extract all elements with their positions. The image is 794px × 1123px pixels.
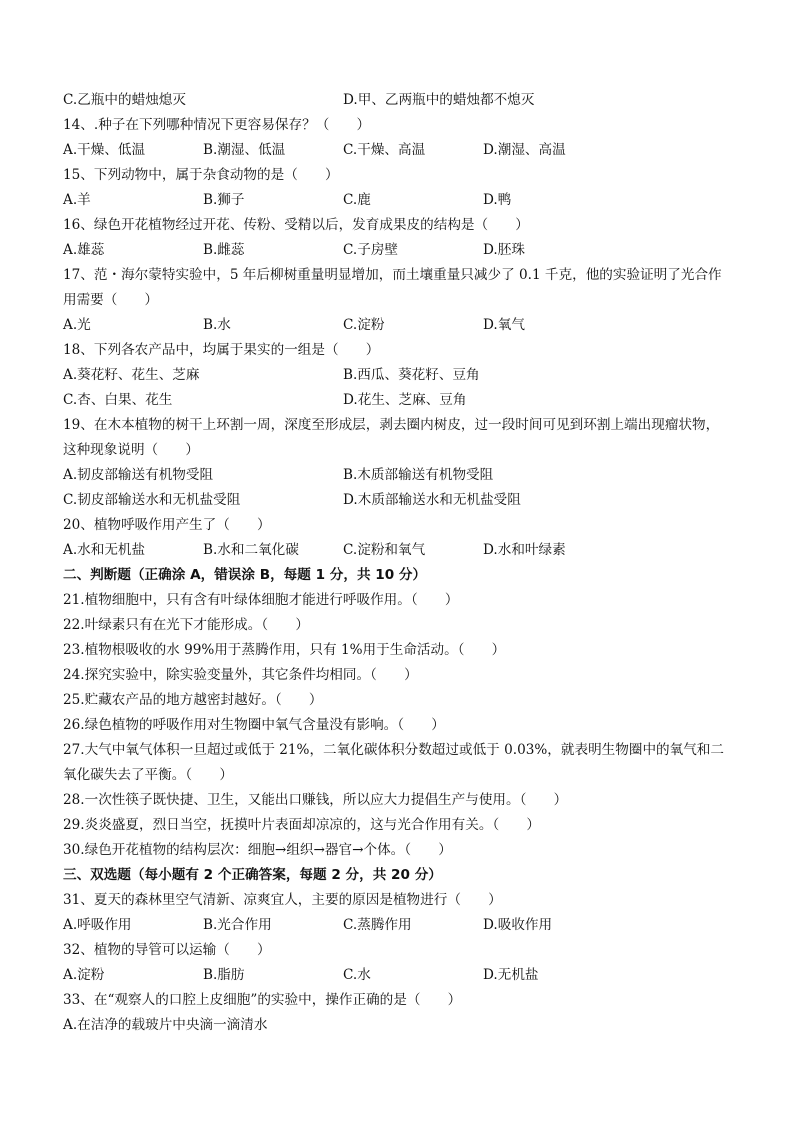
judge-item-29: 29.炎炎盛夏，烈日当空，抚摸叶片表面却凉凉的，这与光合作用有关。（ ） (63, 817, 541, 833)
q19-option-d: D.木质部输送水和无机盐受阻 (343, 492, 521, 508)
q17-option-b: B.水 (203, 317, 231, 333)
q14-option-d: D.潮湿、高温 (483, 142, 566, 158)
q18-option-a: A.葵花籽、花生、芝麻 (63, 367, 200, 383)
judge-item-26: 26.绿色植物的呼吸作用对生物圈中氧气含量没有影响。（ ） (63, 717, 445, 733)
q32-option-d: D.无机盐 (483, 967, 539, 983)
judge-item-27-line1: 27.大气中氧气体积一旦超过或低于 21%，二氧化碳体积分数超过或低于 0.03%，就表明生物圈中的氧气和二 (63, 742, 724, 758)
q31-option-a: A.呼吸作用 (63, 917, 132, 933)
judge-item-21: 21.植物细胞中，只有含有叶绿体细胞才能进行呼吸作用。（ ） (63, 592, 459, 608)
q32-option-b: B.脂肪 (203, 967, 245, 983)
judge-item-28: 28.一次性筷子既快捷、卫生，又能出口赚钱，所以应大力提倡生产与使用。（ ） (63, 792, 568, 808)
section-3-heading: 三、双选题（每小题有 2 个正确答案，每题 2 分，共 20 分） (63, 867, 442, 883)
q20-option-d: D.水和叶绿素 (483, 542, 566, 558)
q14-option-a: A.干燥、低温 (63, 142, 146, 158)
q15-option-c: C.鹿 (343, 192, 371, 208)
section-2-heading: 二、判断题（正确涂 A，错误涂 B，每题 1 分，共 10 分） (63, 567, 427, 583)
judge-item-25: 25.贮藏农产品的地方越密封越好。（ ） (63, 692, 323, 708)
q16-option-b: B.雌蕊 (203, 242, 245, 258)
q20-option-a: A.水和无机盐 (63, 542, 146, 558)
q13-option-c: C.乙瓶中的蜡烛熄灭 (63, 92, 186, 108)
q32-option-a: A.淀粉 (63, 967, 105, 983)
q13-option-d: D.甲、乙两瓶中的蜡烛都不熄灭 (343, 92, 535, 108)
judge-item-22: 22.叶绿素只有在光下才能形成。（ ） (63, 617, 309, 633)
judge-item-27-line2: 氧化碳失去了平衡。（ ） (63, 767, 233, 783)
q15-option-b: B.狮子 (203, 192, 245, 208)
q19-stem-line2: 这种现象说明（ ） (63, 442, 199, 458)
q20-option-b: B.水和二氧化碳 (203, 542, 299, 558)
q20-stem: 20、植物呼吸作用产生了（ ） (63, 517, 271, 533)
judge-item-30: 30.绿色开花植物的结构层次：细胞→组织→器官→个体。（ ） (63, 842, 452, 858)
q15-option-d: D.鸭 (483, 192, 512, 208)
q15-option-a: A.羊 (63, 192, 91, 208)
q32-option-c: C.水 (343, 967, 371, 983)
q31-option-b: B.光合作用 (203, 917, 272, 933)
q18-option-b: B.西瓜、葵花籽、豆角 (343, 367, 480, 383)
q17-option-c: C.淀粉 (343, 317, 385, 333)
q17-option-d: D.氧气 (483, 317, 525, 333)
q15-stem: 15、下列动物中，属于杂食动物的是（ ） (63, 167, 339, 183)
q16-stem: 16、绿色开花植物经过开花、传粉、受精以后，发育成果皮的结构是（ ） (63, 217, 529, 233)
q18-option-c: C.杏、白果、花生 (63, 392, 173, 408)
q17-stem-line2: 用需要（ ） (63, 292, 159, 308)
q16-option-a: A.雄蕊 (63, 242, 105, 258)
q20-option-c: C.淀粉和氧气 (343, 542, 426, 558)
q18-option-d: D.花生、芝麻、豆角 (343, 392, 467, 408)
q33-stem: 33、在“观察人的口腔上皮细胞”的实验中，操作正确的是（ ） (63, 992, 462, 1008)
q19-option-b: B.木质部输送有机物受阻 (343, 467, 494, 483)
q19-option-c: C.韧皮部输送水和无机盐受阻 (63, 492, 241, 508)
judge-item-23: 23.植物根吸收的水 99%用于蒸腾作用，只有 1%用于生命活动。（ ） (63, 642, 506, 658)
q14-option-c: C.干燥、高温 (343, 142, 426, 158)
q31-stem: 31、夏天的森林里空气清新、凉爽宜人，主要的原因是植物进行（ ） (63, 892, 502, 908)
q17-option-a: A.光 (63, 317, 91, 333)
judge-item-24: 24.探究实验中，除实验变量外，其它条件均相同。（ ） (63, 667, 418, 683)
q17-stem-line1: 17、范・海尔蒙特实验中，5 年后柳树重量明显增加，而土壤重量只减少了 0.1 千克，他的实验证明了光合作 (63, 267, 722, 283)
q32-stem: 32、植物的导管可以运输（ ） (63, 942, 271, 958)
q14-stem: 14、.种子在下列哪种情况下更容易保存？（ ） (63, 117, 371, 133)
q31-option-c: C.蒸腾作用 (343, 917, 412, 933)
q19-stem-line1: 19、在木本植物的树干上环割一周，深度至形成层，剥去圈内树皮，过一段时间可见到环割上端出现瘤状物， (63, 417, 720, 433)
q16-option-d: D.胚珠 (483, 242, 525, 258)
q33-option-a: A.在洁净的载玻片中央滴一滴清水 (63, 1017, 268, 1033)
q18-stem: 18、下列各农产品中，均属于果实的一组是（ ） (63, 342, 380, 358)
q19-option-a: A.韧皮部输送有机物受阻 (63, 467, 214, 483)
q31-option-d: D.吸收作用 (483, 917, 553, 933)
q14-option-b: B.潮湿、低温 (203, 142, 286, 158)
q16-option-c: C.子房壁 (343, 242, 399, 258)
